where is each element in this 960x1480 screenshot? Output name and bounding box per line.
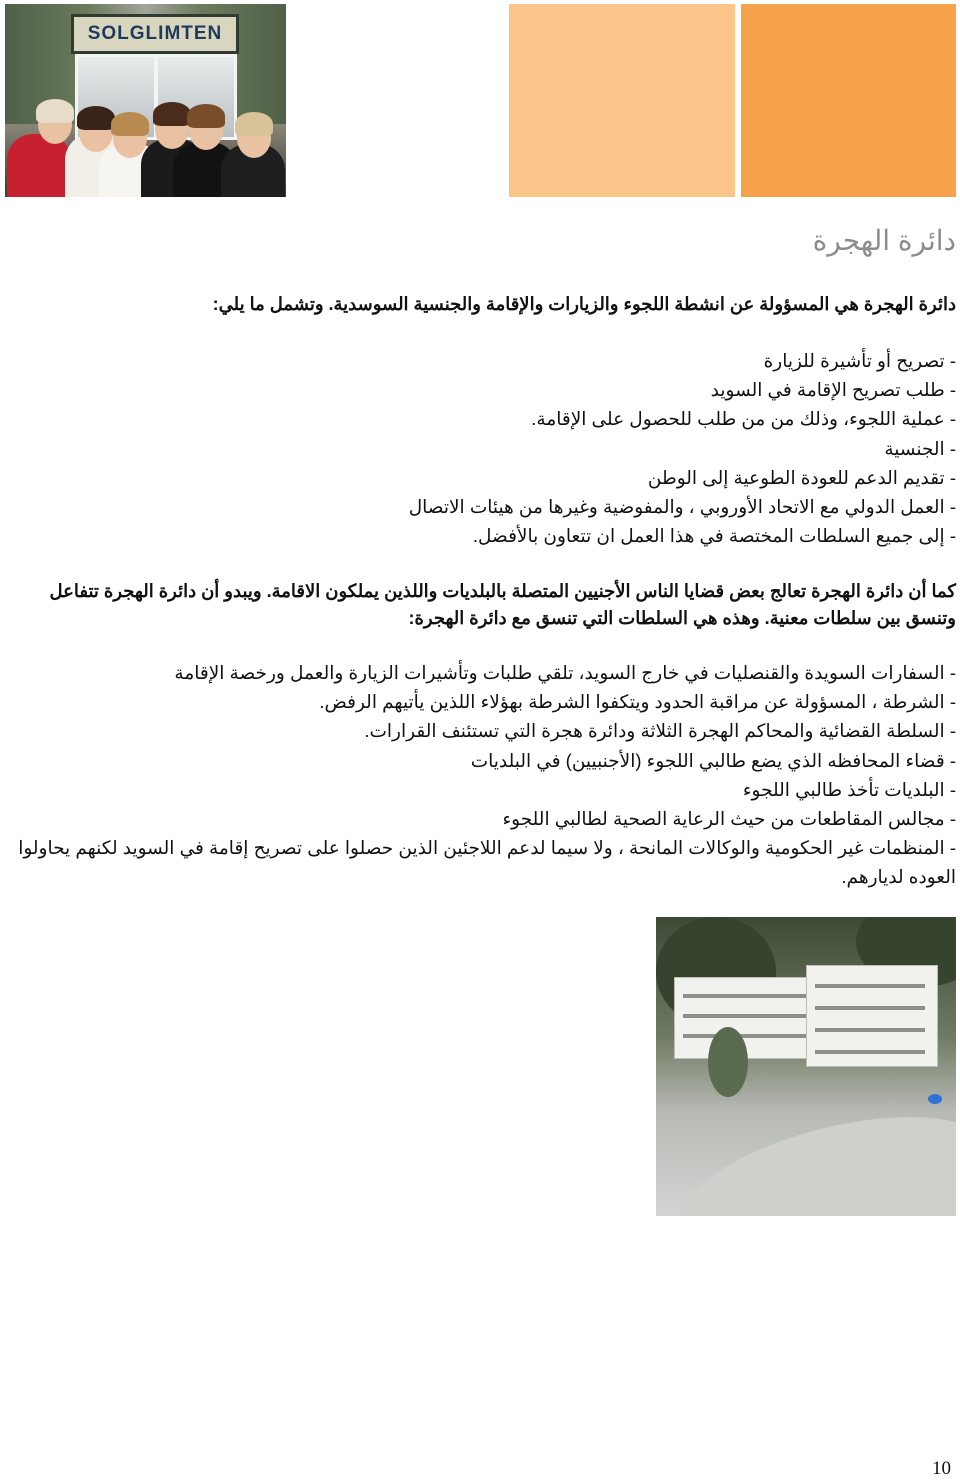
coordination-paragraph: كما أن دائرة الهجرة تعالج بعض قضايا الناس الأجنيين المتصلة بالبلديات واللذين يملكون الاقامة. ويبدو أن دائرة الهجرة تتفاعل وتنسق بين سلطات معنية. وهذه هي السلطات التي تنسق مع دائرة الهجرة: — [49, 581, 956, 628]
model-car — [928, 1094, 942, 1104]
list-item: - الشرطة ، المسؤولة عن مراقبة الحدود ويتكفوا الشرطة بهؤلاء اللذين يأتيهم الرفض. — [319, 691, 956, 713]
authorities-list — [16, 658, 956, 892]
header-accent-block-light — [509, 4, 735, 197]
list-item: - عملية اللجوء، وذلك من من طلب للحصول على الإقامة. — [531, 408, 956, 430]
staff-group-photo — [5, 4, 286, 197]
intro-paragraph: دائرة الهجرة هي المسؤولة عن انشطة اللجوء والزيارات والإقامة والجنسية السوسدية. وتشمل ما يلي: — [212, 294, 956, 314]
list-item: - مجالس المقاطعات من حيث الرعاية الصحية لطالبي اللجوء — [502, 808, 956, 830]
person-4-hair — [153, 102, 191, 126]
list-item: - إلى جميع السلطات المختصة في هذا العمل ان تتعاون بالأفضل. — [472, 525, 956, 547]
list-item: - الجنسية — [884, 437, 956, 459]
person-3-hair — [111, 112, 149, 136]
page-number: 10 — [932, 1458, 951, 1479]
list-item: - قضاء المحافظه الذي يضع طالبي اللجوء (الأجنبيين) في البلديات — [470, 749, 956, 771]
responsibilities-list — [16, 346, 956, 550]
list-item: - السفارات السويدة والقنصليات في خارج السويد، تلقي طلبات وتأشيرات الزيارة والعمل ورخصة الإقامة — [174, 662, 956, 683]
person-2-hair — [77, 106, 115, 130]
list-item: - طلب تصريح الإقامة في السويد — [710, 379, 956, 401]
list-item: - العمل الدولي مع الاتحاد الأوروبي ، والمفوضية وغيرها من هيئات الاتصال — [408, 496, 956, 518]
list-item: - تصريح أو تأشيرة للزيارة — [763, 350, 956, 371]
photo-sign: SOLGLIMTEN — [71, 14, 239, 54]
list-item: - البلديات تأخذ طالبي اللجوء — [742, 778, 956, 800]
model-road — [666, 1090, 956, 1216]
header-accent-block-dark — [741, 4, 956, 197]
model-building-right — [806, 965, 938, 1067]
tree — [708, 1027, 748, 1097]
list-item: - السلطة القضائية والمحاكم الهجرة الثلاثة ودائرة هجرة التي تستئنف القرارات. — [364, 720, 956, 742]
person-1 — [7, 134, 71, 197]
list-item: - المنظمات غير الحكومية والوكالات المانحة ، ولا سيما لدعم اللاجئين الذين حصلوا على تصريح إقامة في السويد لكنهم يحاولوا العوده لديارهم. — [18, 837, 956, 888]
person-5-hair — [187, 104, 225, 128]
architectural-model-photo — [656, 917, 956, 1216]
person-1-hair — [36, 99, 74, 123]
person-6-hair — [235, 112, 273, 136]
page-title: دائرة الهجرة — [812, 225, 956, 256]
list-item: - تقديم الدعم للعودة الطوعية إلى الوطن — [647, 466, 956, 488]
